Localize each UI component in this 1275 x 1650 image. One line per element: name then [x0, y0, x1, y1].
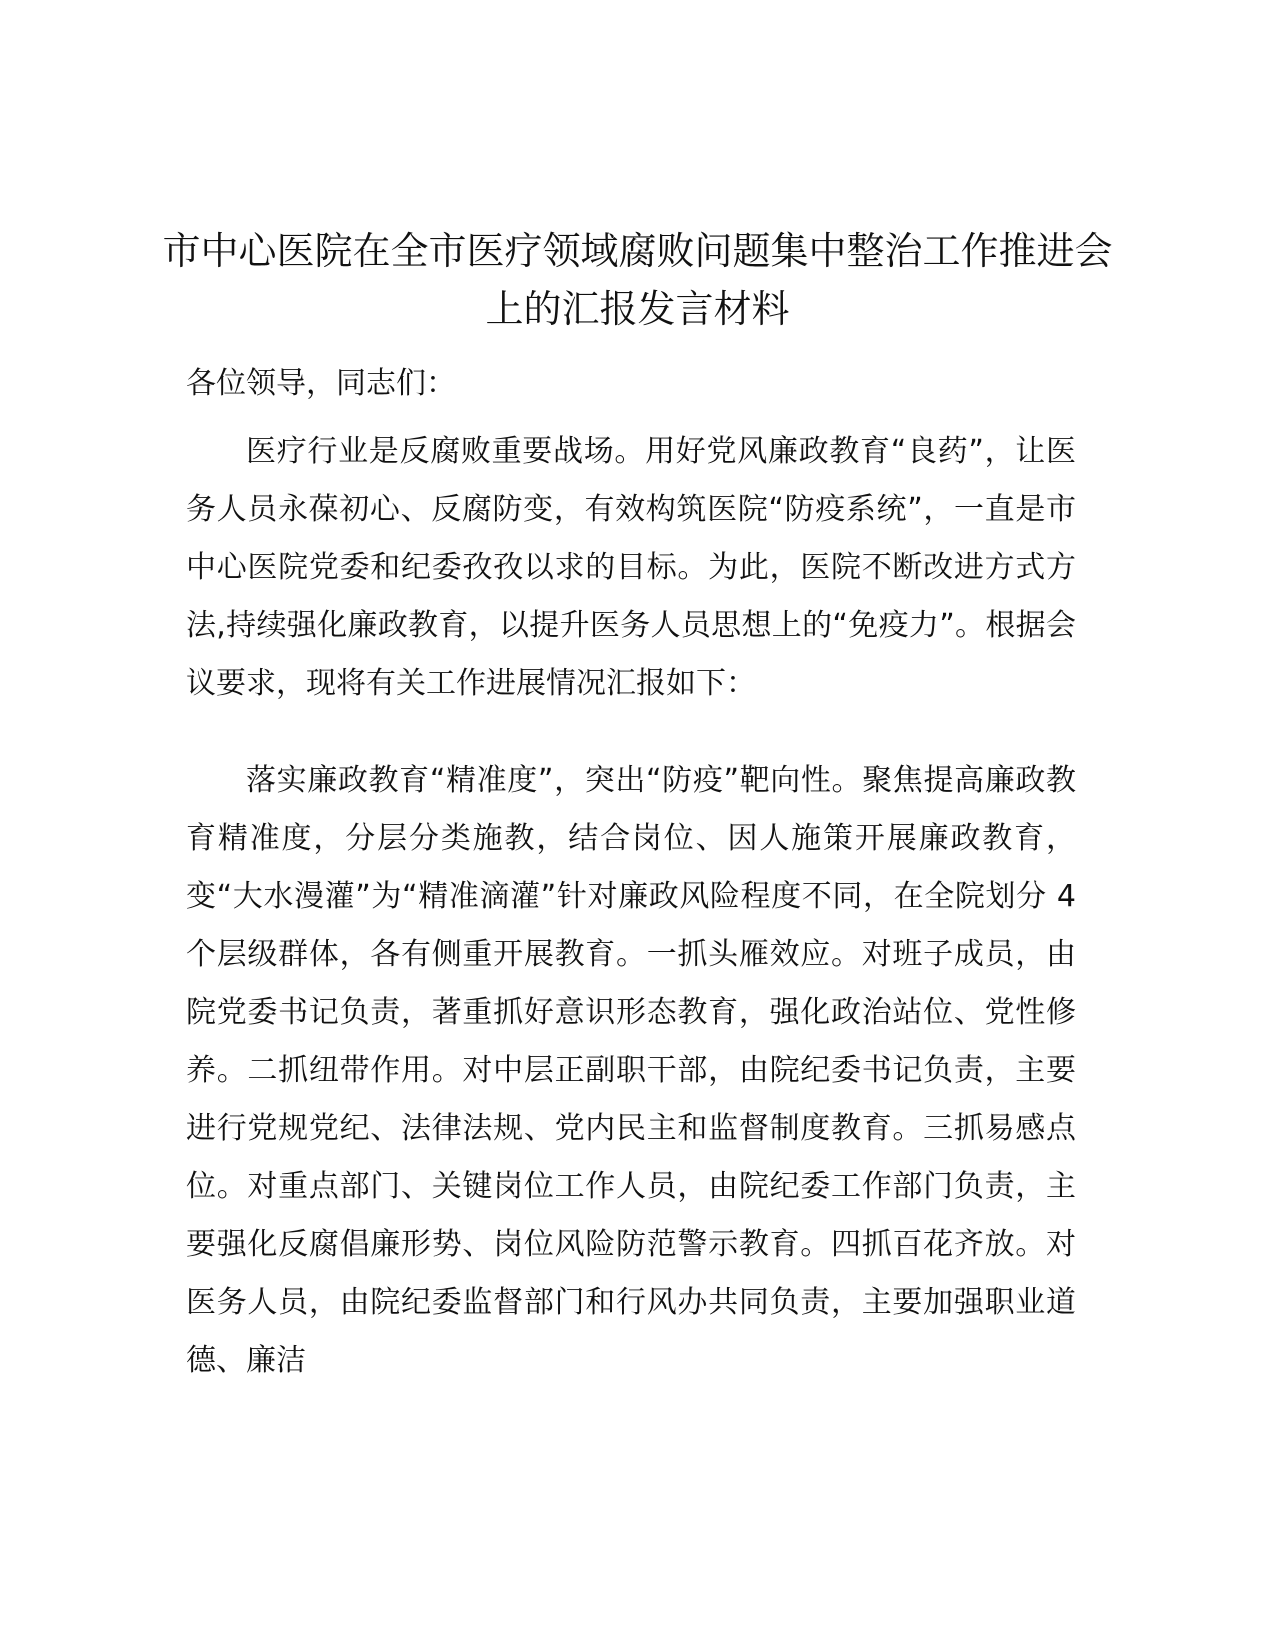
- salutation: 各位领导，同志们：: [186, 366, 456, 401]
- paragraph-education-precision: 落实廉政教育“精准度”，突出“防疫”靶向性。聚焦提高廉政教育精准度，分层分类施教，结合岗位、因人施策开展廉政教育，变“大水漫灌”为“精准滴灌”针对廉政风险程度不同，在全院划分 4 个层级群体，各有侧重开展教育。一抓头雁效应。对班子成员，由院党委书记负责，著重抓好意识形态教育，强化政治站位、党性修养。二抓纽带作用。对中层正副职干部，由院纪委书记负责，主要进行党规党纪、法律法规、党内民主和监督制度教育。三抓易感点位。对重点部门、关键岗位工作人员，由院纪委工作部门负责，主要强化反腐倡廉形势、岗位风险防范警示教育。四抓百花齐放。对医务人员，由院纪委监督部门和行风办共同负责，主要加强职业道德、廉洁: [186, 763, 1076, 1378]
- paragraph-intro: 医疗行业是反腐败重要战场。用好党风廉政教育“良药”，让医务人员永葆初心、反腐防变，有效构筑医院“防疫系统”，一直是市中心医院党委和纪委孜孜以求的目标。为此，医院不断改进方式方法,持续强化廉政教育，以提升医务人员思想上的“免疫力”。根据会议要求，现将有关工作进展情况汇报如下：: [186, 434, 1076, 701]
- document-title: 市中心医院在全市医疗领域腐败问题集中整治工作推进会上的汇报发言材料: [162, 229, 1113, 331]
